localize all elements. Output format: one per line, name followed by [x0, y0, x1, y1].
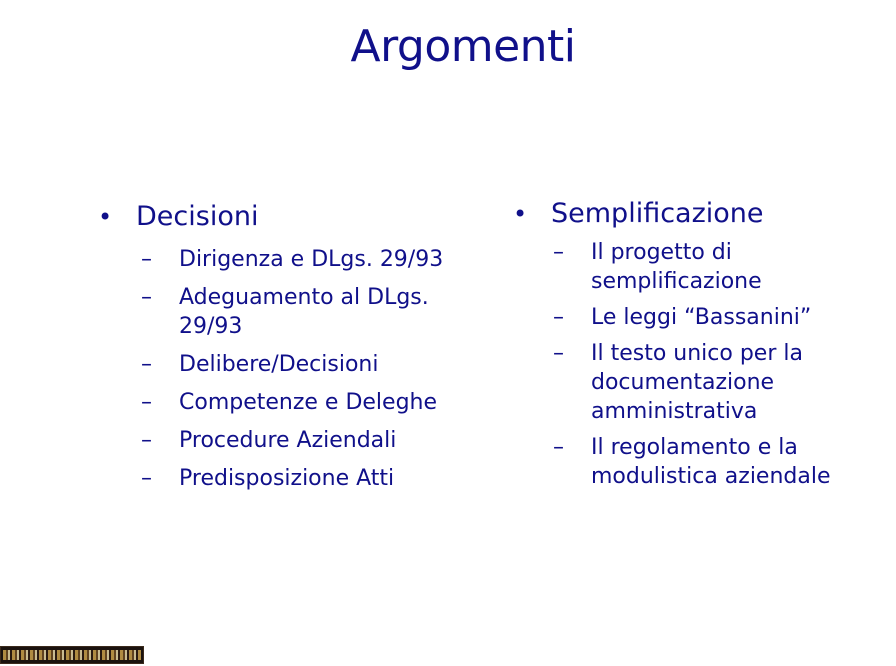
right-bullet — [511, 197, 764, 231]
right-item-2: Le leggi “Bassanini” — [591, 305, 812, 330]
dash-icon: – — [141, 352, 152, 377]
right-heading: Semplificazione — [551, 198, 764, 229]
list-item — [553, 339, 853, 426]
dash-icon: – — [141, 428, 152, 453]
right-item-4: Il regolamento e la modulistica aziendale — [591, 435, 831, 489]
bullet-icon: • — [98, 203, 113, 231]
left-item-1: Dirigenza e DLgs. 29/93 — [179, 247, 444, 272]
left-bullet — [96, 200, 258, 234]
left-item-4: Competenze e Deleghe — [179, 390, 438, 415]
left-item-3: Delibere/Decisioni — [179, 352, 379, 377]
left-sub-list — [141, 245, 471, 502]
left-heading: Decisioni — [136, 201, 259, 232]
list-item — [141, 426, 471, 455]
list-item — [553, 303, 853, 332]
left-item-2: Adeguamento al DLgs. 29/93 — [179, 285, 429, 339]
dash-icon: – — [141, 466, 152, 491]
footer-logo-icon — [0, 646, 144, 664]
list-item — [141, 388, 471, 417]
right-sub-list — [553, 238, 853, 498]
list-item — [141, 245, 471, 274]
right-item-3: Il testo unico per la documentazione amministrativa — [591, 341, 803, 424]
dash-icon: – — [553, 435, 564, 460]
dash-icon: – — [553, 240, 564, 265]
dash-icon: – — [141, 390, 152, 415]
right-item-1: Il progetto di semplificazione — [591, 240, 762, 294]
slide-title: Argomenti — [350, 21, 576, 72]
list-item — [553, 433, 853, 491]
dash-icon: – — [553, 305, 564, 330]
dash-icon: – — [553, 341, 564, 366]
dash-icon: – — [141, 247, 152, 272]
left-item-5: Procedure Aziendali — [179, 428, 397, 453]
dash-icon: – — [141, 285, 152, 310]
list-item — [141, 464, 471, 493]
list-item — [141, 350, 471, 379]
list-item — [141, 283, 471, 341]
logo-pattern — [3, 650, 141, 660]
list-item — [553, 238, 853, 296]
left-item-6: Predisposizione Atti — [179, 466, 395, 491]
bullet-icon: • — [513, 200, 528, 228]
